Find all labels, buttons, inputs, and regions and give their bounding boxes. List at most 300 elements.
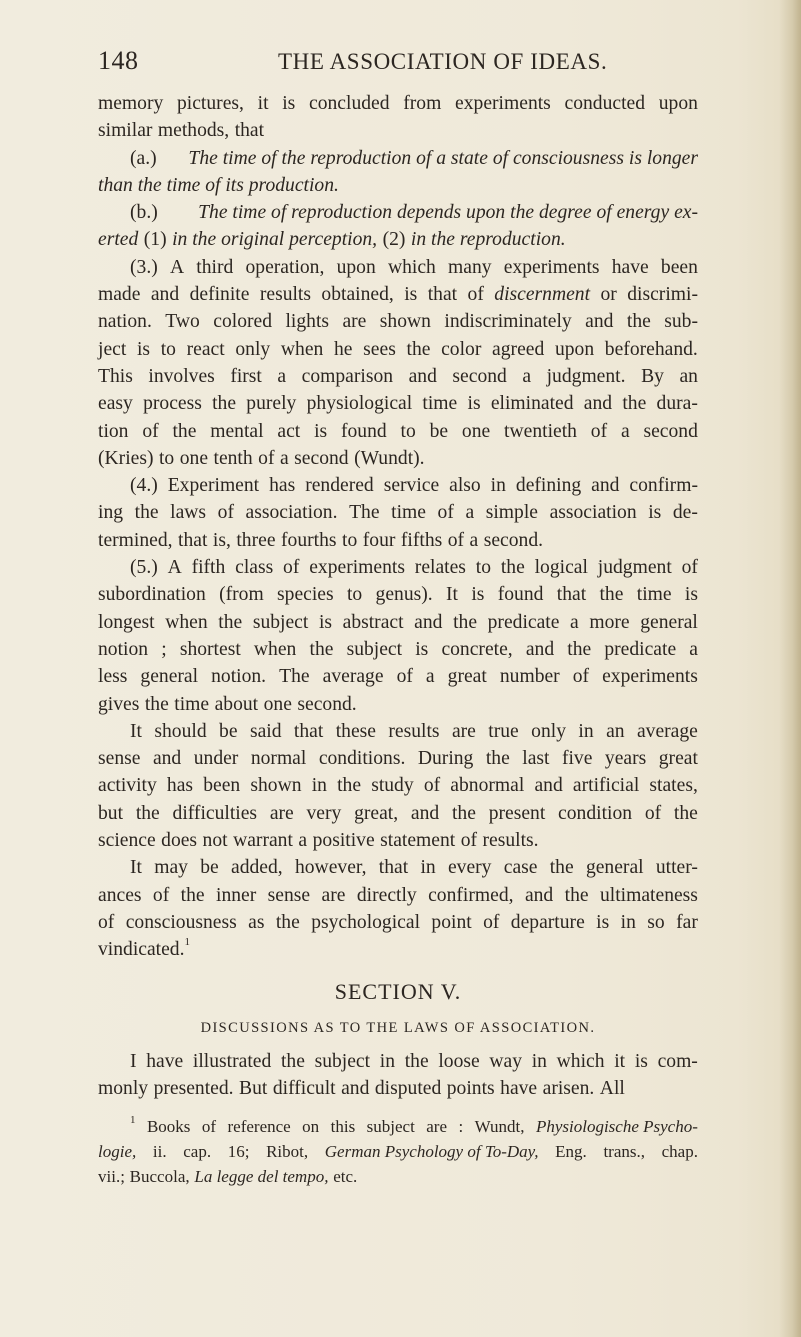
word: predicate [604, 638, 677, 660]
word: of [681, 557, 698, 579]
word: The time of reproduction depends upon the degree of energy ex- [198, 202, 698, 224]
word: subject [314, 1050, 371, 1072]
word: of [572, 666, 590, 688]
word: ultimateness [599, 884, 698, 906]
word: subject [366, 1117, 415, 1137]
word: subject [346, 638, 403, 660]
word: Eng. [555, 1142, 587, 1162]
word: in [420, 857, 436, 879]
text-line [98, 172, 698, 199]
word: great [658, 748, 698, 770]
word: During [417, 748, 474, 770]
word: only [235, 338, 271, 360]
word: warrant [233, 830, 293, 852]
word: results [388, 720, 440, 742]
word: abstract [342, 611, 404, 633]
word: far [676, 911, 698, 933]
word: it [614, 1050, 626, 1072]
word: erted [98, 229, 139, 251]
word: Experiment [167, 475, 260, 497]
word: to [158, 447, 175, 469]
word: cap. [183, 1142, 212, 1162]
word: average [322, 666, 384, 688]
text-line [98, 800, 698, 827]
word: inner [216, 884, 257, 906]
word: laws [170, 502, 207, 524]
word: a [620, 420, 630, 442]
word: fifth [191, 557, 226, 579]
word: sense [267, 884, 311, 906]
word: great [447, 666, 487, 688]
word: in [311, 775, 327, 797]
word: relates [414, 557, 466, 579]
word: is [318, 611, 333, 633]
word: is [136, 338, 151, 360]
word: made [98, 284, 141, 306]
page-edge-shadow [779, 0, 801, 1337]
word: indiscriminately [444, 311, 572, 333]
word: ii. [152, 1142, 167, 1162]
word: easy [98, 393, 133, 415]
word: time [391, 502, 426, 524]
word: when [253, 638, 297, 660]
word: the [309, 638, 334, 660]
word: confirm- [629, 475, 698, 497]
word: monly [98, 1078, 149, 1100]
word: average [636, 720, 698, 742]
word: is [282, 93, 296, 114]
text-line [98, 418, 698, 445]
word: difficult [272, 1078, 336, 1100]
word: of [152, 884, 170, 906]
footnote-marker: 1 [130, 1114, 136, 1127]
word: statement [380, 830, 456, 852]
word: a [522, 365, 532, 387]
word: rendered [305, 475, 374, 497]
running-head: THE ASSOCIATION OF IDEAS. [278, 49, 608, 74]
text-line [98, 145, 698, 172]
word: are [269, 802, 294, 824]
word: eliminated [490, 393, 574, 415]
word: ; [161, 638, 167, 660]
text-line [98, 909, 698, 936]
word: subject [252, 611, 309, 633]
word: sub- [664, 311, 698, 333]
word: that [293, 720, 324, 742]
word: consciousness [125, 911, 237, 933]
paragraph [98, 254, 698, 472]
word: I [130, 1050, 137, 1072]
word: fifths [400, 529, 443, 551]
paragraph [98, 718, 698, 854]
word: association. [245, 502, 338, 524]
word: the [564, 884, 589, 906]
word: discrimi- [627, 284, 698, 306]
paragraph [98, 90, 698, 145]
word: (a.) [130, 147, 157, 169]
word: study [371, 775, 414, 797]
word: under [193, 748, 239, 770]
word: abnormal [450, 775, 525, 797]
word: shown [250, 775, 302, 797]
word: is [471, 584, 485, 606]
word: not [202, 830, 228, 852]
word: on [302, 1117, 320, 1137]
word: nation. [98, 311, 152, 333]
word: time [174, 693, 210, 715]
word: (2) [382, 229, 406, 251]
word: sees [363, 338, 396, 360]
word: logical [534, 557, 588, 579]
word: similar [98, 120, 153, 142]
word: only [531, 720, 566, 742]
text-line [98, 472, 698, 499]
word: are [342, 311, 367, 333]
word: psychological [311, 911, 421, 933]
text-line [98, 609, 698, 636]
word: present [488, 802, 546, 824]
word: points [446, 1078, 495, 1100]
word: The [349, 502, 380, 524]
word: Ribot, [266, 1142, 309, 1162]
word: positive [312, 830, 375, 852]
word: the [280, 1050, 305, 1072]
word: and [150, 284, 180, 306]
word: last [522, 748, 550, 770]
word: however, [294, 857, 367, 879]
word: great, [354, 802, 399, 824]
text-line [98, 581, 698, 608]
word: a [465, 502, 475, 524]
word: are [451, 720, 476, 742]
word: (3.) [130, 256, 158, 278]
word: so [647, 911, 665, 933]
word: very [306, 802, 342, 824]
word: shortest [179, 638, 241, 660]
word: more [589, 611, 630, 633]
word: should [154, 720, 207, 742]
word: about [214, 693, 259, 715]
word: the [626, 311, 651, 333]
word: the [134, 502, 159, 524]
word: three [236, 529, 276, 551]
word: color [441, 338, 482, 360]
word: third [196, 256, 234, 278]
word: conducted [564, 93, 646, 114]
word: termined, [98, 529, 173, 551]
word: of [98, 911, 115, 933]
word: case [503, 857, 538, 879]
word: (5.) [130, 557, 158, 579]
word: results [259, 284, 311, 306]
word: sense [98, 748, 141, 770]
word: La legge del tempo, [194, 1167, 329, 1187]
word: of [644, 802, 662, 824]
word: concrete, [441, 638, 513, 660]
word: and [524, 884, 554, 906]
text-line [98, 90, 698, 117]
word: activity [98, 775, 157, 797]
word: second [643, 420, 698, 442]
word: one [179, 447, 209, 469]
word: involves [148, 365, 215, 387]
text-line [98, 199, 698, 226]
word: condition [558, 802, 633, 824]
text-line [98, 226, 698, 253]
word: chap. [661, 1142, 698, 1162]
section-subtitle: DISCUSSIONS AS TO THE LAWS OF ASSOCIATION. [200, 1019, 596, 1036]
word: comparison [301, 365, 394, 387]
text-line [98, 117, 698, 144]
page-number: 148 [98, 46, 139, 75]
paragraph [98, 199, 698, 254]
word: species [277, 584, 334, 606]
word: the [172, 420, 197, 442]
word: true [488, 720, 519, 742]
word: in [620, 911, 636, 933]
word: obtained, [321, 284, 394, 306]
word: the [218, 611, 243, 633]
word: a [469, 529, 479, 551]
word: the [275, 911, 300, 933]
word: of [483, 911, 500, 933]
word: (Kries) [98, 447, 154, 469]
word: that [427, 284, 458, 306]
word: vii.; [98, 1167, 125, 1187]
word: dura- [656, 393, 698, 415]
word: of [258, 447, 275, 469]
word: the [673, 802, 698, 824]
word: or [600, 284, 617, 306]
word: less [98, 666, 128, 688]
word: which [556, 1050, 605, 1072]
word: general [640, 611, 698, 633]
word: tion [98, 420, 129, 442]
word: the [622, 393, 647, 415]
word: upon [554, 338, 595, 360]
word: de- [672, 502, 698, 524]
text-line [98, 445, 698, 472]
text-line [98, 527, 698, 554]
text-line [98, 1048, 698, 1075]
word: It [130, 720, 142, 742]
text-line [98, 1075, 698, 1102]
word: be [429, 420, 449, 442]
word: ances [98, 884, 142, 906]
word: when [280, 338, 324, 360]
word: and [152, 748, 182, 770]
word: and [583, 393, 613, 415]
word: A [169, 256, 185, 278]
word: ing [98, 502, 124, 524]
word: the [549, 857, 574, 879]
word: be [200, 857, 219, 879]
word: in the original perception, [172, 229, 378, 251]
word: five [561, 748, 593, 770]
word: been [660, 256, 698, 278]
word: of [283, 557, 300, 579]
word: every [447, 857, 492, 879]
word: beforehand. [604, 338, 698, 360]
word: the [599, 584, 624, 606]
word: tenth [213, 447, 253, 469]
word: reference [227, 1117, 291, 1137]
paragraph [98, 554, 698, 718]
text-line [98, 336, 698, 363]
word: years [604, 748, 647, 770]
word: as [248, 911, 265, 933]
word: of [201, 1117, 217, 1137]
paragraphs [98, 90, 698, 964]
word: (Wundt). [354, 447, 425, 469]
word: Two [165, 311, 200, 333]
word: in the reproduction. [410, 229, 566, 251]
word: experiments [309, 557, 405, 579]
word: experiments [602, 666, 698, 688]
word: subordination [98, 584, 206, 606]
word: way [489, 1050, 523, 1072]
word: logie, [98, 1142, 137, 1162]
word: lights [285, 311, 330, 333]
word: All [599, 1078, 625, 1100]
word: of [590, 420, 608, 442]
word: is [314, 420, 328, 442]
word: notion. [211, 666, 267, 688]
word: 16; [227, 1142, 250, 1162]
word: disputed [374, 1078, 442, 1100]
word: an [606, 720, 625, 742]
word: and [408, 365, 437, 387]
word: has [269, 475, 296, 497]
text-line [98, 363, 698, 390]
word: he [334, 338, 353, 360]
word: and [414, 611, 443, 633]
word: is [415, 638, 429, 660]
word: first [230, 365, 262, 387]
word: normal [250, 748, 307, 770]
text-line [98, 882, 698, 909]
word: that [556, 584, 587, 606]
word: The time of the reproduction of a state of consciousness is longer [188, 147, 698, 169]
word: genus). [375, 584, 433, 606]
word: in [531, 1050, 547, 1072]
word: longest [98, 611, 155, 633]
word: second [452, 365, 507, 387]
word: are [426, 1117, 448, 1137]
word: experiments [503, 256, 600, 278]
word: states, [649, 775, 698, 797]
word: of [467, 284, 484, 306]
word: is [648, 502, 662, 524]
word: the [180, 884, 205, 906]
word: the [135, 802, 160, 824]
text-line [98, 691, 698, 718]
word: second. [297, 693, 357, 715]
text-line [98, 1114, 698, 1139]
word: a [277, 365, 287, 387]
word: upon [336, 256, 376, 278]
word: difficulties [172, 802, 258, 824]
word: vindicated. [98, 939, 185, 961]
word: time [422, 393, 458, 415]
word: Physiologische Psycho- [535, 1117, 698, 1137]
word: the [451, 802, 476, 824]
word: results. [482, 830, 539, 852]
word: said [249, 720, 282, 742]
word: and [525, 638, 555, 660]
word: memory [98, 93, 164, 114]
word: found [497, 584, 544, 606]
word: is [596, 911, 610, 933]
word: is [634, 1050, 648, 1072]
text-line [98, 854, 698, 881]
word: artificial [572, 775, 640, 797]
word: and [410, 802, 440, 824]
word: judgment [597, 557, 672, 579]
word: judgment. [546, 365, 626, 387]
word: (from [219, 584, 264, 606]
word: A [167, 557, 182, 579]
text-line [98, 308, 698, 335]
word: and [534, 775, 563, 797]
word: process [143, 393, 202, 415]
word: trans., [603, 1142, 645, 1162]
word: a [425, 666, 435, 688]
word: also [449, 475, 481, 497]
word: ject [98, 338, 127, 360]
word: to [346, 584, 363, 606]
word: operation, [245, 256, 325, 278]
word: of [447, 529, 465, 551]
word: these [335, 720, 376, 742]
word: service [383, 475, 440, 497]
word: Wundt, [474, 1117, 525, 1137]
word: been [203, 775, 241, 797]
word: a [570, 611, 579, 633]
word: time [636, 584, 672, 606]
word: of [142, 420, 159, 442]
text-line [98, 745, 698, 772]
word: confirmed, [428, 884, 514, 906]
word: science [98, 830, 156, 852]
paragraph [98, 145, 698, 200]
word: upon [658, 93, 698, 114]
word: purely [246, 393, 297, 415]
word: physiological [306, 393, 413, 415]
word: utter- [655, 857, 698, 879]
word: to [160, 338, 176, 360]
word: of [217, 502, 234, 524]
word: second. [483, 529, 544, 551]
word: one [461, 420, 491, 442]
word: to [400, 420, 416, 442]
word: this [330, 1117, 356, 1137]
word: that [378, 857, 409, 879]
paragraph [98, 472, 698, 554]
word: arisen. [542, 1078, 595, 1100]
word: an [679, 365, 698, 387]
word: concluded [309, 93, 390, 114]
word: (1) [143, 229, 167, 251]
word: It [446, 584, 458, 606]
word: twentieth [504, 420, 577, 442]
text-line [98, 281, 698, 308]
word: departure [510, 911, 585, 933]
word: directly [356, 884, 417, 906]
word: the [212, 393, 237, 415]
section-paragraph [98, 1048, 698, 1103]
word: when [165, 611, 208, 633]
